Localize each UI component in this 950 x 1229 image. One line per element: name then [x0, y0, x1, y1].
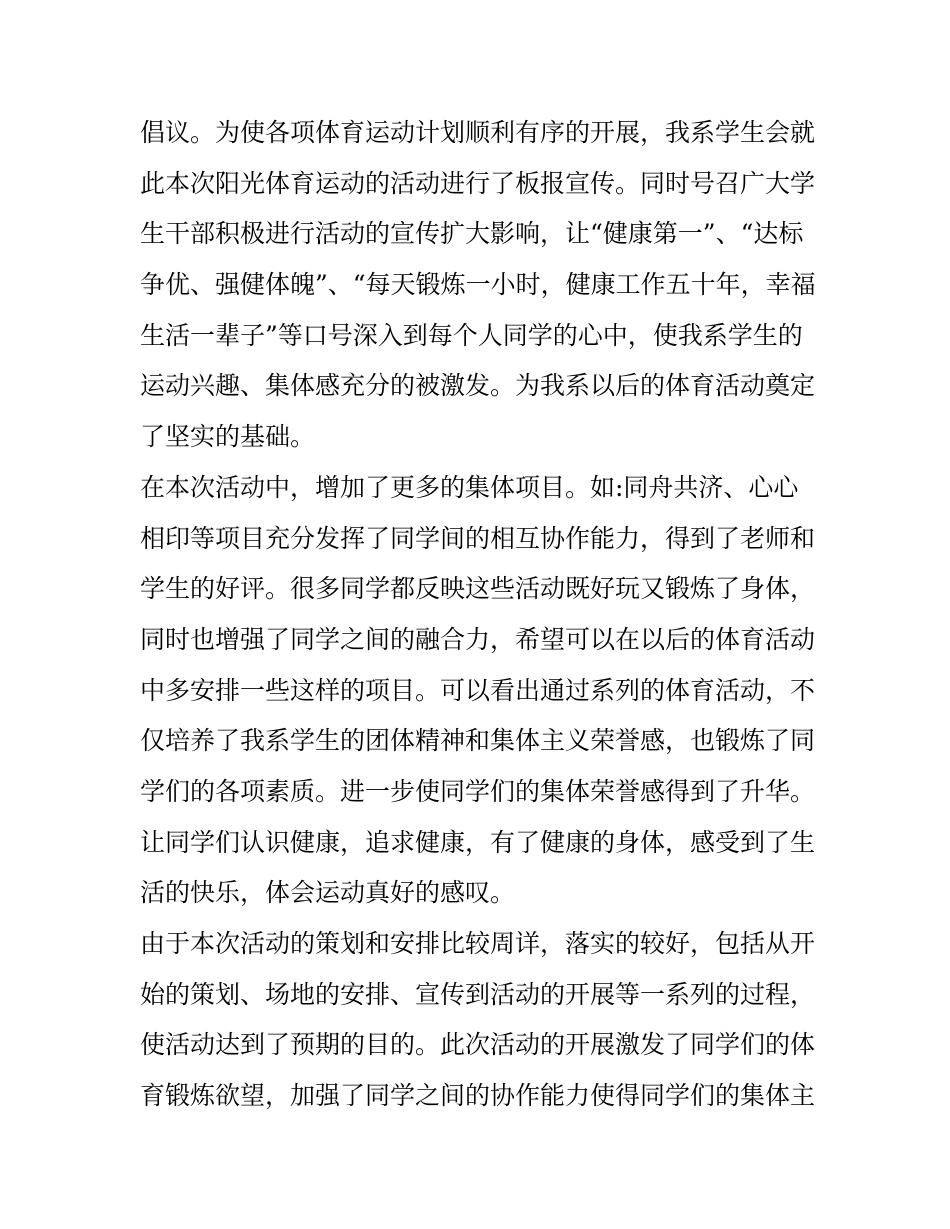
text-line: 生干部积极进行活动的宣传扩大影响，让“健康第一”、“达标: [140, 219, 804, 249]
text-line: 运动兴趣、集体感充分的被激发。为我系以后的体育活动奠定: [140, 371, 816, 401]
text-line: 生活一辈子”等口号深入到每个人同学的心中，使我系学生的: [140, 320, 803, 350]
text-line: 了坚实的基础。: [140, 422, 316, 452]
text-line: 此本次阳光体育运动的活动进行了板报宣传。同时号召广大学: [140, 168, 816, 198]
text-line: 相印等项目充分发挥了同学间的相互协作能力，得到了老师和: [140, 523, 816, 553]
document-body: [140, 108, 820, 1122]
text-line: 学生的好评。很多同学都反映这些活动既好玩又锻炼了身体，: [140, 574, 816, 604]
text-line: 育锻炼欲望，加强了同学之间的协作能力使得同学们的集体主: [140, 1081, 816, 1111]
text-line: 由于本次活动的策划和安排比较周详，落实的较好，包括从开: [140, 929, 816, 958]
text-line: 中多安排一些这样的项目。可以看出通过系列的体育活动，不: [140, 675, 816, 705]
text-line: 始的策划、场地的安排、宣传到活动的开展等一系列的过程，: [140, 979, 816, 1009]
text-line: 争优、强健体魄”、“每天锻炼一小时，健康工作五十年，幸福: [140, 270, 816, 300]
text-line: 同时也增强了同学之间的融合力，希望可以在以后的体育活动: [140, 624, 816, 654]
text-line: 仅培养了我系学生的团体精神和集体主义荣誉感，也锻炼了同: [140, 726, 816, 756]
text-line: 倡议。为使各项体育运动计划顺利有序的开展，我系学生会就: [140, 118, 816, 147]
text-line: 让同学们认识健康，追求健康，有了健康的身体，感受到了生: [140, 827, 816, 857]
text-line: 在本次活动中，增加了更多的集体项目。如:同舟共济、心心: [140, 472, 799, 502]
text-line: 使活动达到了预期的目的。此次活动的开展激发了同学们的体: [140, 1030, 816, 1060]
text-line: 活的快乐，体会运动真好的感叹。: [140, 878, 516, 908]
text-line: 学们的各项素质。进一步使同学们的集体荣誉感得到了升华。: [140, 776, 816, 806]
